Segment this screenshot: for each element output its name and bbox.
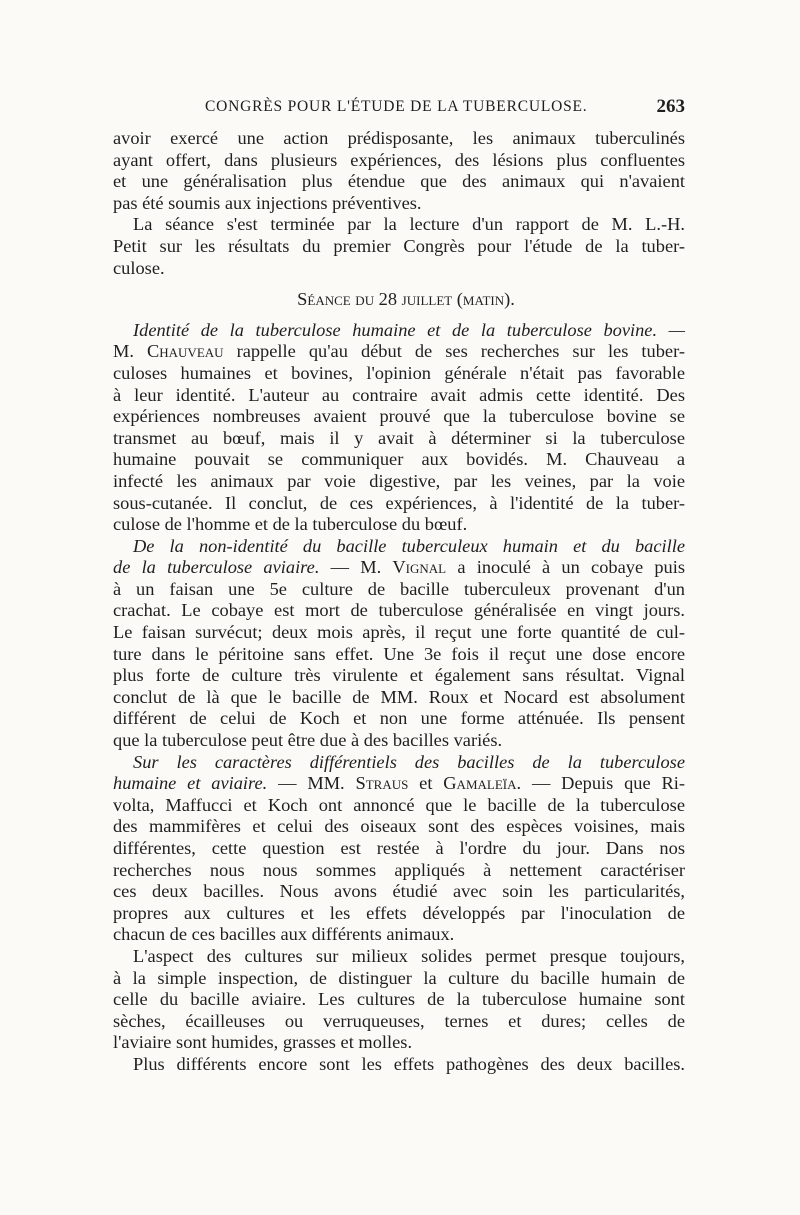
text-line: propres aux cultures et les effets développés par l'inoculation de — [113, 902, 685, 923]
text-line: à un faisan une 5e culture de bacille tuberculeux provenant d'un — [113, 578, 685, 599]
text-line: ayant offert, dans plusieurs expériences, des lésions plus confluentes — [113, 149, 685, 170]
text-line: humaine et aviaire. — MM. Straus et Gamaleïa. — Depuis que Ri- — [113, 773, 685, 794]
text-line: des mammifères et celui des oiseaux sont des espèces voisines, mais — [113, 816, 685, 837]
text-line: différentes, cette question est restée à l'ordre du jour. Dans nos — [113, 838, 685, 858]
text-line: crachat. Le cobaye est mort de tuberculose généralisée en vingt jours. — [113, 600, 685, 621]
text-line: ces deux bacilles. Nous avons étudié avec soin les particularités, — [113, 881, 685, 902]
running-title: CONGRÈS POUR L'ÉTUDE DE LA TUBERCULOSE. — [205, 98, 588, 115]
text-line: Petit sur les résultats du premier Congrès pour l'étude de la tuber- — [113, 235, 685, 256]
section-title: Sur les caractères différentiels des bacilles de la tuberculose — [133, 751, 685, 772]
running-header — [113, 96, 685, 122]
text-line: avoir exercé une action prédisposante, les animaux tuberculinés — [113, 128, 685, 148]
page-number: 263 — [656, 96, 685, 117]
section-title: De la non-identité du bacille tuberculeux humain et du bacille — [133, 535, 685, 556]
section-title-cont: humaine et aviaire. — [113, 773, 268, 794]
text-line: culose. — [113, 257, 165, 278]
text-line: l'aviaire sont humides, grasses et molles. — [113, 1032, 413, 1053]
text-line: M. Chauveau rappelle qu'au début de ses recherches sur les tuber- — [113, 341, 685, 362]
text-line: de la tuberculose aviaire. — M. Vignal a inoculé à un cobaye puis — [113, 557, 685, 578]
text-line: culose de l'homme et de la tuberculose du bœuf. — [113, 514, 468, 535]
text-line — [113, 536, 685, 558]
text-line: celle du bacille aviaire. Les cultures de la tuberculose humaine sont — [113, 989, 685, 1010]
text-line: humaine pouvait se communiquer aux bovidés. M. Chauveau a — [113, 449, 685, 470]
text-line — [113, 752, 685, 774]
text-line: pas été soumis aux injections préventives. — [113, 192, 422, 213]
text-line: L'aspect des cultures sur milieux solides permet presque toujours, — [133, 945, 685, 966]
text-line: ture dans le péritoine sans effet. Une 3e fois il reçut une dose encore — [113, 643, 685, 664]
author-name: Straus — [355, 773, 409, 794]
section-title: Identité de la tuberculose humaine et de la tuberculose bovine. — — [133, 319, 685, 340]
author-name: M. Chauveau — [113, 341, 224, 362]
text-line: plus forte de culture très virulente et également sans résultat. Vignal — [113, 665, 685, 686]
text-line: culoses humaines et bovines, l'opinion générale n'était pas favorable — [113, 362, 685, 383]
text-line: conclut de là que le bacille de MM. Roux et Nocard est absolument — [113, 686, 685, 707]
text-line: différent de celui de Koch et non une forme atténuée. Ils pensent — [113, 708, 685, 729]
session-heading: Séance du 28 juillet (matin). — [297, 289, 515, 310]
text-line: expériences nombreuses avaient prouvé que la tuberculose bovine se — [113, 406, 685, 427]
text-line: que la tuberculose peut être due à des bacilles variés. — [113, 730, 503, 751]
text-line: chacun de ces bacilles aux différents animaux. — [113, 924, 455, 945]
text-line: recherches nous nous sommes appliqués à nettement caractériser — [113, 859, 685, 880]
text-line — [113, 320, 685, 342]
text-line: transmet au bœuf, mais il y avait à déterminer si la tuberculose — [113, 427, 685, 448]
text-line: sous-cutanée. Il conclut, de ces expériences, à l'identité de la tuber- — [113, 492, 685, 513]
text-line: à la simple inspection, de distinguer la culture du bacille humain de — [113, 967, 685, 988]
text-line: et une généralisation plus étendue que des animaux qui n'avaient — [113, 171, 685, 192]
text-line: sèches, écailleuses ou verruqueuses, ternes et dures; celles de — [113, 1010, 685, 1031]
text-line: Le faisan survécut; deux mois après, il reçut une forte quantité de cul- — [113, 622, 685, 643]
author-name: Vignal — [392, 557, 447, 578]
text-line: Plus différents encore sont les effets pathogènes des deux bacilles. — [133, 1053, 685, 1074]
text-line: à leur identité. L'auteur au contraire avait admis cette identité. Des — [113, 384, 685, 405]
section-title-cont: de la tuberculose aviaire. — [113, 557, 320, 578]
body-text — [113, 128, 685, 1076]
text-line: La séance s'est terminée par la lecture d'un rapport de M. L.-H. — [133, 214, 685, 235]
author-name: Gamaleïa. — [443, 773, 522, 794]
text-line: volta, Maffucci et Koch ont annoncé que le bacille de la tuberculose — [113, 794, 685, 815]
text-line: infecté les animaux par voie digestive, par les veines, par la voie — [113, 470, 685, 491]
